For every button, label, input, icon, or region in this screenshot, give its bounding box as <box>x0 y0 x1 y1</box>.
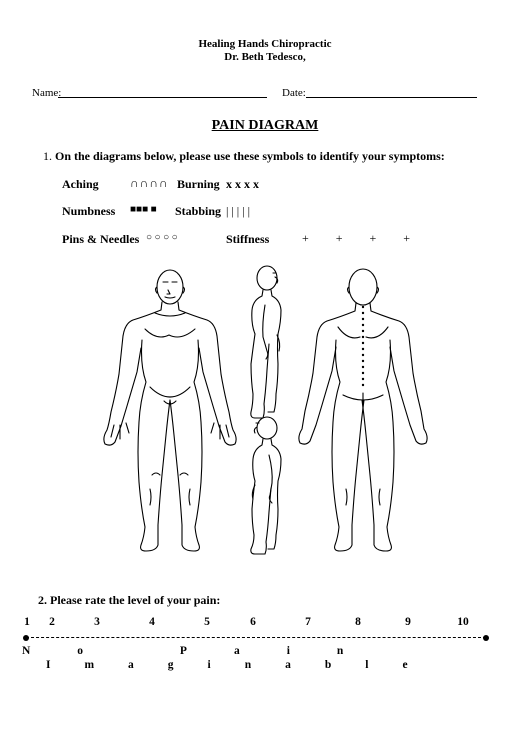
question-1 <box>43 149 445 164</box>
question-1-text: On the diagrams below, please use these symbols to identify your symptoms: <box>55 149 445 163</box>
numbness-label: Numbness <box>62 204 116 218</box>
scale-end-dot <box>483 635 489 641</box>
name-field[interactable] <box>58 87 267 98</box>
scale-number-3[interactable]: 3 <box>94 616 100 628</box>
date-label: Date: <box>282 87 306 99</box>
burning-symbol: x x x x <box>226 177 259 191</box>
stabbing-label: Stabbing <box>175 204 222 218</box>
aching-symbol: ∩∩∩∩ <box>130 176 169 190</box>
numbness-symbol: ■■■ ■ <box>130 204 157 215</box>
stiffness-label: Stiffness <box>226 232 270 246</box>
pins-needles-label: Pins & Needles <box>62 232 140 246</box>
scale-number-6[interactable]: 6 <box>250 616 256 628</box>
scale-number-4[interactable]: 4 <box>149 616 155 628</box>
question-2: 2. Please rate the level of your pain: <box>38 593 221 607</box>
scale-number-5[interactable]: 5 <box>204 616 210 628</box>
scale-number-8[interactable]: 8 <box>355 616 361 628</box>
burning-label: Burning <box>177 177 220 191</box>
pins-needles-symbol: ○ ○ ○ ○ <box>146 232 178 243</box>
clinic-name: Healing Hands Chiropractic <box>198 38 332 50</box>
side-body-diagram-left[interactable] <box>243 415 293 560</box>
scale-number-10[interactable]: 10 <box>457 616 469 628</box>
scale-number-7[interactable]: 7 <box>305 616 311 628</box>
scale-start-dot <box>23 635 29 641</box>
stiffness-symbol: + + + + <box>302 231 411 245</box>
pain-scale-dashed-line <box>26 637 486 638</box>
doctor-name: Dr. Beth Tedesco, <box>224 51 306 63</box>
pain-scale-numbers <box>0 616 530 632</box>
aching-label: Aching <box>62 177 99 191</box>
scale-number-1[interactable]: 1 <box>24 616 30 628</box>
scale-min-label: No Pain <box>22 645 391 657</box>
back-body-diagram[interactable] <box>298 265 438 560</box>
front-body-diagram[interactable] <box>100 265 240 560</box>
page-title: PAIN DIAGRAM <box>211 118 319 133</box>
side-body-diagram-right[interactable] <box>243 265 293 425</box>
stabbing-symbol: | | | | | <box>226 204 251 218</box>
scale-number-9[interactable]: 9 <box>405 616 411 628</box>
scale-max-label: Imaginable <box>46 659 442 671</box>
date-field[interactable] <box>306 87 477 98</box>
question-1-number: 1. <box>43 149 52 163</box>
name-label: Name: <box>32 87 62 99</box>
pain-scale-line[interactable] <box>23 635 489 641</box>
scale-number-2[interactable]: 2 <box>49 616 55 628</box>
